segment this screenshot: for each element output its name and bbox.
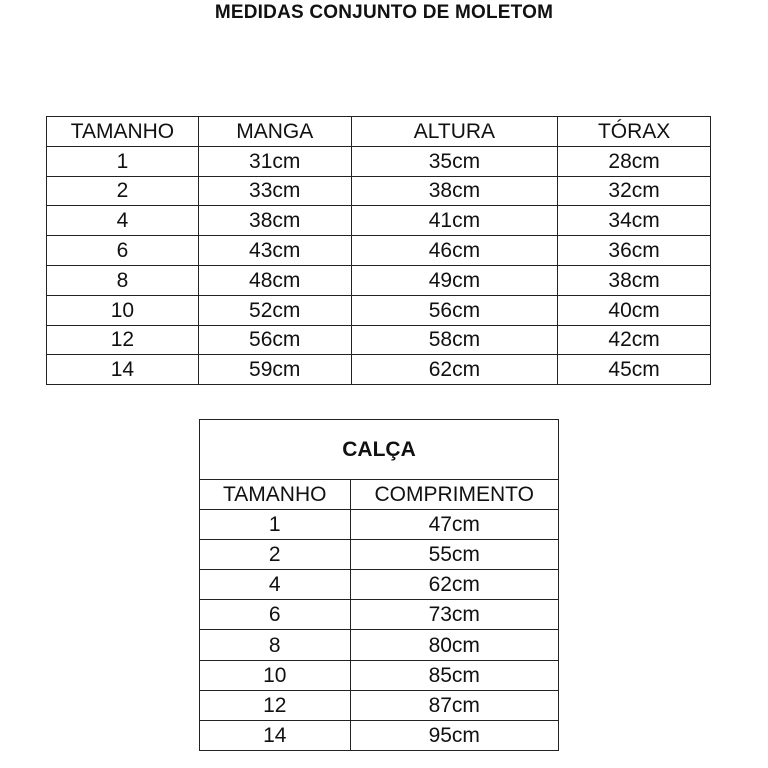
height-cell: 56cm <box>351 295 558 325</box>
table-row <box>47 146 711 176</box>
size-cell: 1 <box>200 510 351 540</box>
size-cell: 4 <box>47 206 199 236</box>
chest-cell: 28cm <box>558 146 711 176</box>
sleeve-cell: 33cm <box>198 176 351 206</box>
header-tamanho: TAMANHO <box>47 117 199 147</box>
chest-cell: 34cm <box>558 206 711 236</box>
sleeve-cell: 56cm <box>198 325 351 355</box>
pants-measurements-table <box>199 419 559 751</box>
size-cell: 10 <box>200 660 351 690</box>
sleeve-cell: 38cm <box>198 206 351 236</box>
table-row <box>200 540 559 570</box>
table-row <box>47 355 711 385</box>
chest-cell: 38cm <box>558 265 711 295</box>
table-row <box>47 176 711 206</box>
table-row <box>200 570 559 600</box>
table-caption-row <box>200 420 559 480</box>
sleeve-cell: 52cm <box>198 295 351 325</box>
length-cell: 87cm <box>350 690 559 720</box>
size-cell: 1 <box>47 146 199 176</box>
height-cell: 58cm <box>351 325 558 355</box>
length-cell: 73cm <box>350 600 559 630</box>
height-cell: 38cm <box>351 176 558 206</box>
length-cell: 55cm <box>350 540 559 570</box>
sleeve-cell: 59cm <box>198 355 351 385</box>
length-cell: 85cm <box>350 660 559 690</box>
table-row <box>47 325 711 355</box>
size-cell: 4 <box>200 570 351 600</box>
table-header-row <box>200 480 559 510</box>
height-cell: 35cm <box>351 146 558 176</box>
table-row <box>47 265 711 295</box>
header-altura: ALTURA <box>351 117 558 147</box>
page-title: MEDIDAS CONJUNTO DE MOLETOM <box>214 2 554 23</box>
height-cell: 62cm <box>351 355 558 385</box>
height-cell: 41cm <box>351 206 558 236</box>
length-cell: 80cm <box>350 630 559 660</box>
table-row <box>47 206 711 236</box>
shirt-measurements-table <box>46 116 711 385</box>
sleeve-cell: 43cm <box>198 236 351 266</box>
length-cell: 62cm <box>350 570 559 600</box>
size-cell: 14 <box>47 355 199 385</box>
chest-cell: 45cm <box>558 355 711 385</box>
length-cell: 47cm <box>350 510 559 540</box>
header-tamanho: TAMANHO <box>200 480 351 510</box>
chest-cell: 40cm <box>558 295 711 325</box>
sleeve-cell: 31cm <box>198 146 351 176</box>
header-torax: TÓRAX <box>558 117 711 147</box>
size-cell: 14 <box>200 720 351 750</box>
pants-table-caption: CALÇA <box>200 420 559 480</box>
size-cell: 6 <box>200 600 351 630</box>
size-cell: 12 <box>200 690 351 720</box>
size-cell: 2 <box>47 176 199 206</box>
header-manga: MANGA <box>198 117 351 147</box>
chest-cell: 36cm <box>558 236 711 266</box>
table-row <box>47 236 711 266</box>
sleeve-cell: 48cm <box>198 265 351 295</box>
table-row <box>200 600 559 630</box>
table-header-row <box>47 117 711 147</box>
header-comprimento: COMPRIMENTO <box>350 480 559 510</box>
size-cell: 8 <box>47 265 199 295</box>
height-cell: 49cm <box>351 265 558 295</box>
table-row <box>47 295 711 325</box>
size-cell: 6 <box>47 236 199 266</box>
chest-cell: 32cm <box>558 176 711 206</box>
size-cell: 8 <box>200 630 351 660</box>
chest-cell: 42cm <box>558 325 711 355</box>
table-row <box>200 510 559 540</box>
size-cell: 10 <box>47 295 199 325</box>
table-row <box>200 630 559 660</box>
size-cell: 2 <box>200 540 351 570</box>
length-cell: 95cm <box>350 720 559 750</box>
table-row <box>200 660 559 690</box>
size-cell: 12 <box>47 325 199 355</box>
table-row <box>200 690 559 720</box>
table-row <box>200 720 559 750</box>
height-cell: 46cm <box>351 236 558 266</box>
